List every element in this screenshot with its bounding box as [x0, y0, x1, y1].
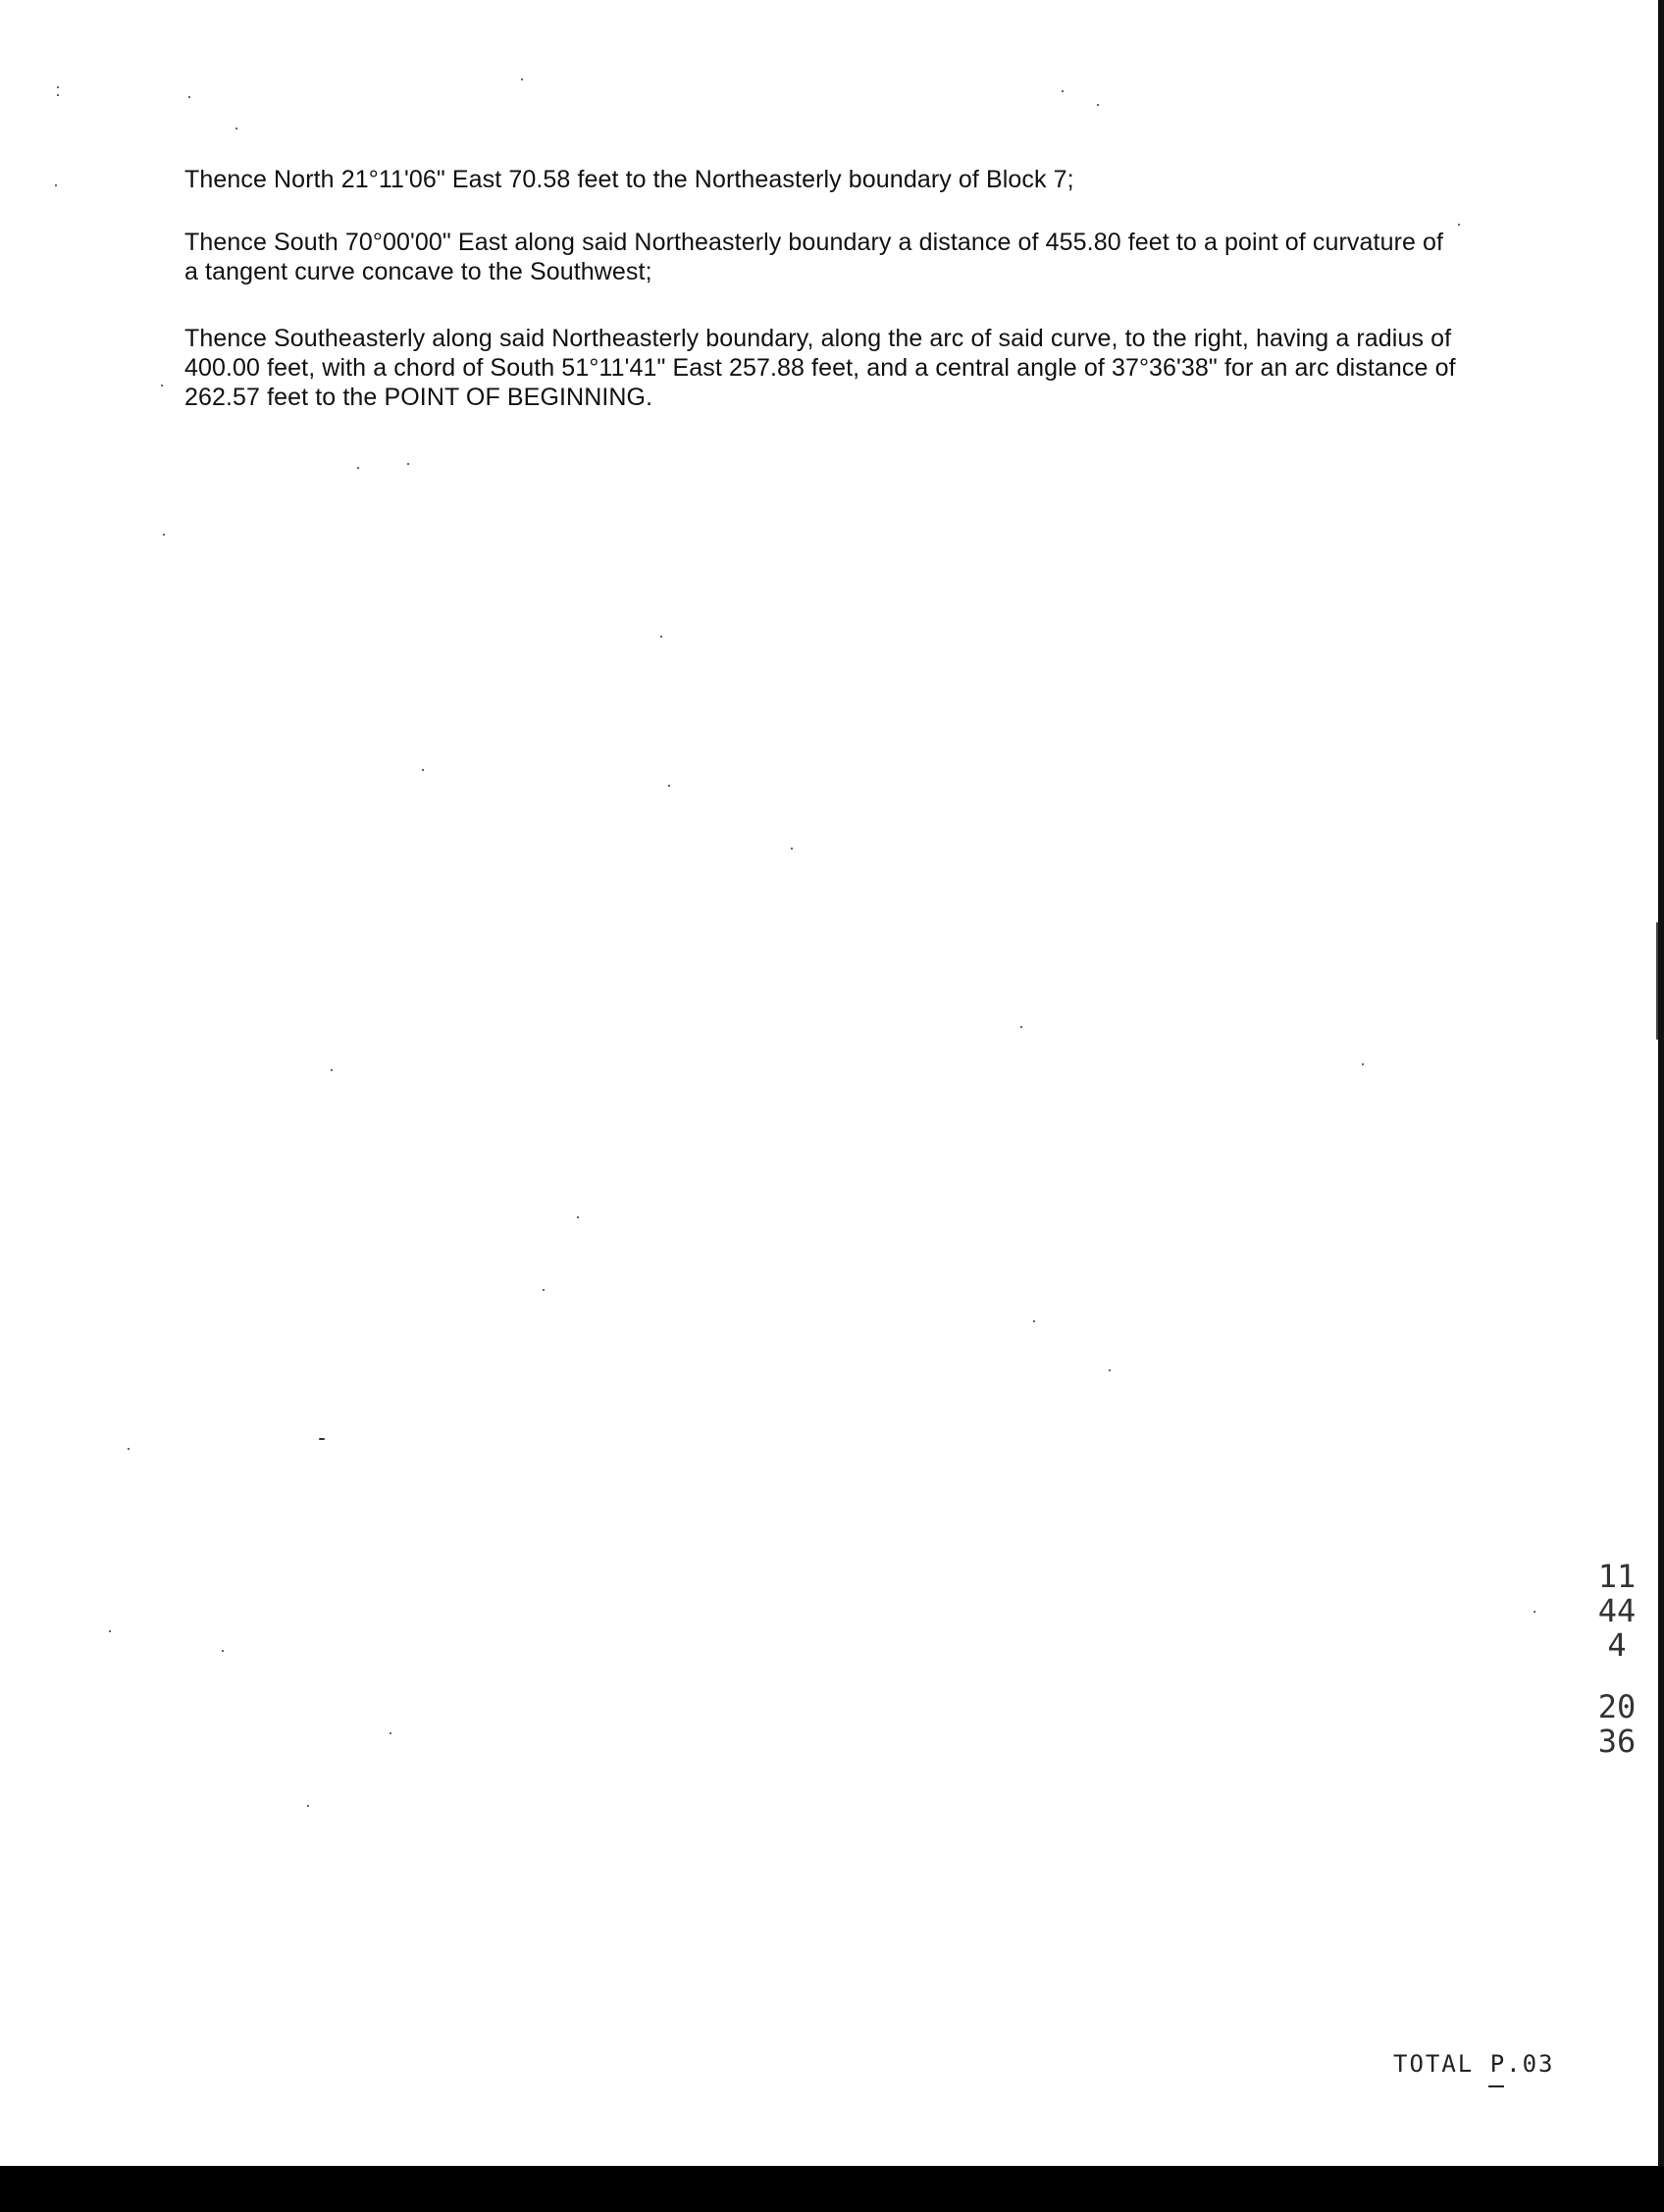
scan-speck [668, 785, 670, 787]
paragraph-3: Thence Southeasterly along said Northeasterly boundary, along the arc of said curve, to the right, having a radius of 400.00 feet, with a chord of South 51°11'41" East 257.88 feet, and a central angle of 37°36'38" for an arc distance of 262.57 feet to the POINT OF BEGINNING. [184, 325, 1456, 411]
scan-speck [1020, 1026, 1022, 1028]
scan-bottom-edge [0, 2166, 1664, 2212]
scan-speck [422, 769, 424, 771]
scan-speck [188, 96, 190, 98]
scan-speck [390, 1732, 391, 1734]
scan-speck [1062, 90, 1064, 92]
scan-speck [307, 1805, 309, 1807]
scan-speck [161, 385, 163, 386]
side-document-number [1597, 1560, 1637, 1759]
scan-right-edge [1658, 0, 1664, 2166]
scan-speck [319, 1438, 325, 1440]
scan-speck [1458, 224, 1460, 226]
scan-speck [357, 467, 359, 469]
scan-speck [1097, 104, 1099, 106]
scan-speck [222, 1650, 224, 1652]
footer-total-pages: TOTAL P.03 [1393, 2050, 1555, 2078]
scan-speck [163, 534, 165, 536]
side-number-top: 11444 [1597, 1558, 1637, 1664]
scan-speck [55, 184, 57, 186]
scan-speck [235, 128, 237, 129]
side-number-bottom: 2036 [1597, 1688, 1637, 1760]
scan-speck [57, 94, 59, 96]
scan-speck [331, 1069, 333, 1071]
scan-speck [128, 1448, 130, 1450]
scan-speck [109, 1630, 111, 1632]
scan-speck [1109, 1369, 1111, 1371]
scan-speck [1534, 1611, 1535, 1613]
scan-speck [791, 848, 793, 849]
footer-underline [1488, 2085, 1504, 2087]
scan-speck [57, 86, 59, 88]
scan-speck [577, 1216, 579, 1218]
paragraph-1: Thence North 21°11'06" East 70.58 feet to the Northeasterly boundary of Block 7; [184, 166, 1074, 193]
scan-speck [1362, 1063, 1364, 1065]
scan-speck [660, 636, 662, 638]
scan-speck [543, 1289, 545, 1291]
scan-speck [521, 78, 523, 80]
scan-speck [407, 463, 409, 465]
scan-speck [1033, 1320, 1035, 1322]
paragraph-2: Thence South 70°00'00" East along said Northeasterly boundary a distance of 455.80 feet to a point of curvature of a tangent curve concave to the Southwest; [184, 229, 1444, 285]
